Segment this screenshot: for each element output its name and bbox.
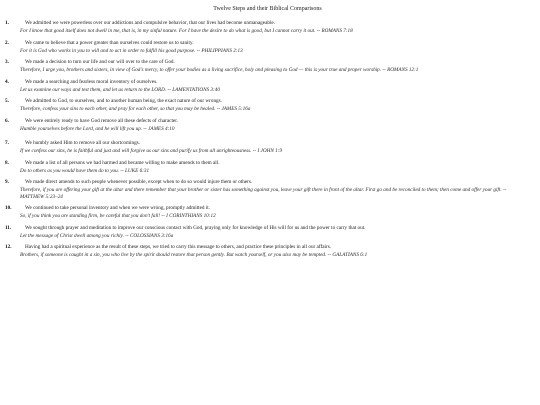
step-text: We made a list of all persons we had harmed and became willing to make amends to them all. bbox=[25, 159, 220, 166]
step-heading bbox=[5, 205, 530, 212]
step-12 bbox=[5, 244, 530, 259]
step-1 bbox=[5, 20, 530, 35]
step-number: 3. bbox=[5, 59, 9, 65]
step-11 bbox=[5, 225, 530, 240]
step-number: 7. bbox=[5, 140, 9, 146]
step-heading bbox=[5, 20, 530, 27]
step-5 bbox=[5, 98, 530, 113]
step-9 bbox=[5, 179, 530, 200]
step-number: 1. bbox=[5, 20, 9, 26]
step-number: 12. bbox=[5, 244, 12, 250]
step-heading bbox=[5, 118, 530, 125]
step-text: We admitted to God, to ourselves, and to another human being, the exact nature of our wrongs. bbox=[25, 98, 222, 104]
step-number: 4. bbox=[5, 78, 9, 85]
step-heading bbox=[5, 140, 530, 147]
step-heading bbox=[5, 160, 530, 167]
scripture-verse: Do to others as you would have them do to you. -- LUKE 6:31 bbox=[20, 167, 150, 174]
step-text: Having had a spiritual experience as the result of these steps, we tried to carry this message to others, and practice these principles in all our affairs. bbox=[25, 244, 332, 250]
scripture-verse: Therefore, confess your sins to each other, and pray for each other, so that you may be healed. -- JAMES 5:16a bbox=[20, 106, 251, 112]
step-7 bbox=[5, 140, 530, 155]
step-number: 9. bbox=[5, 179, 9, 185]
step-heading bbox=[5, 59, 530, 66]
spacer bbox=[5, 132, 530, 140]
step-heading bbox=[5, 179, 530, 186]
step-10 bbox=[5, 205, 530, 220]
step-heading bbox=[5, 98, 530, 105]
step-text: We made direct amends to such people whenever possible, except when to do so would injure them or others. bbox=[25, 179, 253, 185]
step-8 bbox=[5, 160, 530, 175]
scripture-verse: Therefore, I urge you, brothers and sisters, in view of God's mercy, to offer your bodies as a living sacrifice, holy and pleasing to God — this is your true and proper worship. -- ROMANS 12:1 bbox=[20, 67, 419, 73]
step-number: 6. bbox=[5, 117, 9, 124]
steps-list bbox=[5, 20, 530, 259]
scripture-verse: Let the message of Christ dwell among you richly. -- COLOSSIANS 3:16a bbox=[20, 232, 174, 239]
step-text: We were entirely ready to have God remove all these defects of character. bbox=[25, 117, 178, 124]
scripture-verse: Humble yourselves before the Lord, and he will lift you up. -- JAMES 4:10 bbox=[20, 125, 175, 132]
step-text: We made a searching and fearless moral inventory of ourselves. bbox=[25, 78, 158, 85]
step-heading bbox=[5, 225, 530, 232]
scripture-verse: So, if you think you are standing firm, be careful that you don't fall! -- I CORINTHIANS 10:12 bbox=[20, 213, 216, 219]
step-number: 11. bbox=[5, 224, 12, 231]
scripture-verse: Brothers, if someone is caught in a sin, you who live by the spirit should restore that person gently. But watch yourself, or you also may be tempted. -- GALATIANS 6:1 bbox=[20, 252, 368, 258]
scripture-verse: Therefore, if you are offering your gift at the altar and there remember that your brother or sister has something against you, leave your gift there in front of the altar. First go and be reconciled to them; then come and offer your gift. -- MATTHEW 5:23–24 bbox=[20, 187, 507, 200]
step-heading bbox=[5, 79, 530, 86]
step-number: 8. bbox=[5, 159, 9, 166]
step-text: We sought through prayer and meditation to improve our conscious contact with God, praying only for knowledge of His will for us and the power to carry that out. bbox=[25, 224, 366, 231]
scripture-verse: If we confess our sins, he is faithful and just and will forgive us our sins and purify us from all unrighteousness. -- I JOHN 1:9 bbox=[20, 148, 283, 154]
step-text: We made a decision to turn our life and our will over to the care of God. bbox=[25, 59, 175, 65]
step-number: 2. bbox=[5, 39, 9, 46]
step-text: We admitted we were powerless over our addictions and compulsive behavior, that our lives had become unmanageable. bbox=[25, 20, 276, 26]
document-title: Twelve Steps and their Biblical Comparisons bbox=[213, 6, 322, 12]
step-text: We came to believe that a power greater than ourselves could restore us to sanity. bbox=[25, 39, 194, 46]
step-4 bbox=[5, 79, 530, 94]
step-heading bbox=[5, 40, 530, 47]
scripture-verse: Let us examine our ways and test them, and let us return to the LORD. -- LAMENTATIONS 3:40 bbox=[20, 86, 220, 93]
step-number: 5. bbox=[5, 98, 9, 104]
step-text: We humbly asked Him to remove all our shortcomings. bbox=[25, 140, 140, 146]
scripture-verse: For it is God who works in you to will and to act in order to fulfill his good purpose. -- PHILIPPIANS 2:13 bbox=[20, 47, 243, 54]
step-number: 10. bbox=[5, 205, 12, 211]
step-2 bbox=[5, 40, 530, 55]
step-6 bbox=[5, 118, 530, 133]
step-text: We continued to take personal inventory and when we were wrong, promptly admitted it. bbox=[25, 205, 210, 211]
step-heading bbox=[5, 244, 530, 251]
scripture-verse: For I know that good itself does not dwell in me, that is, in my sinful nature. For I have the desire to do what is good, but I cannot carry it out. -- ROMANS 7:18 bbox=[20, 28, 353, 34]
step-3 bbox=[5, 59, 530, 74]
